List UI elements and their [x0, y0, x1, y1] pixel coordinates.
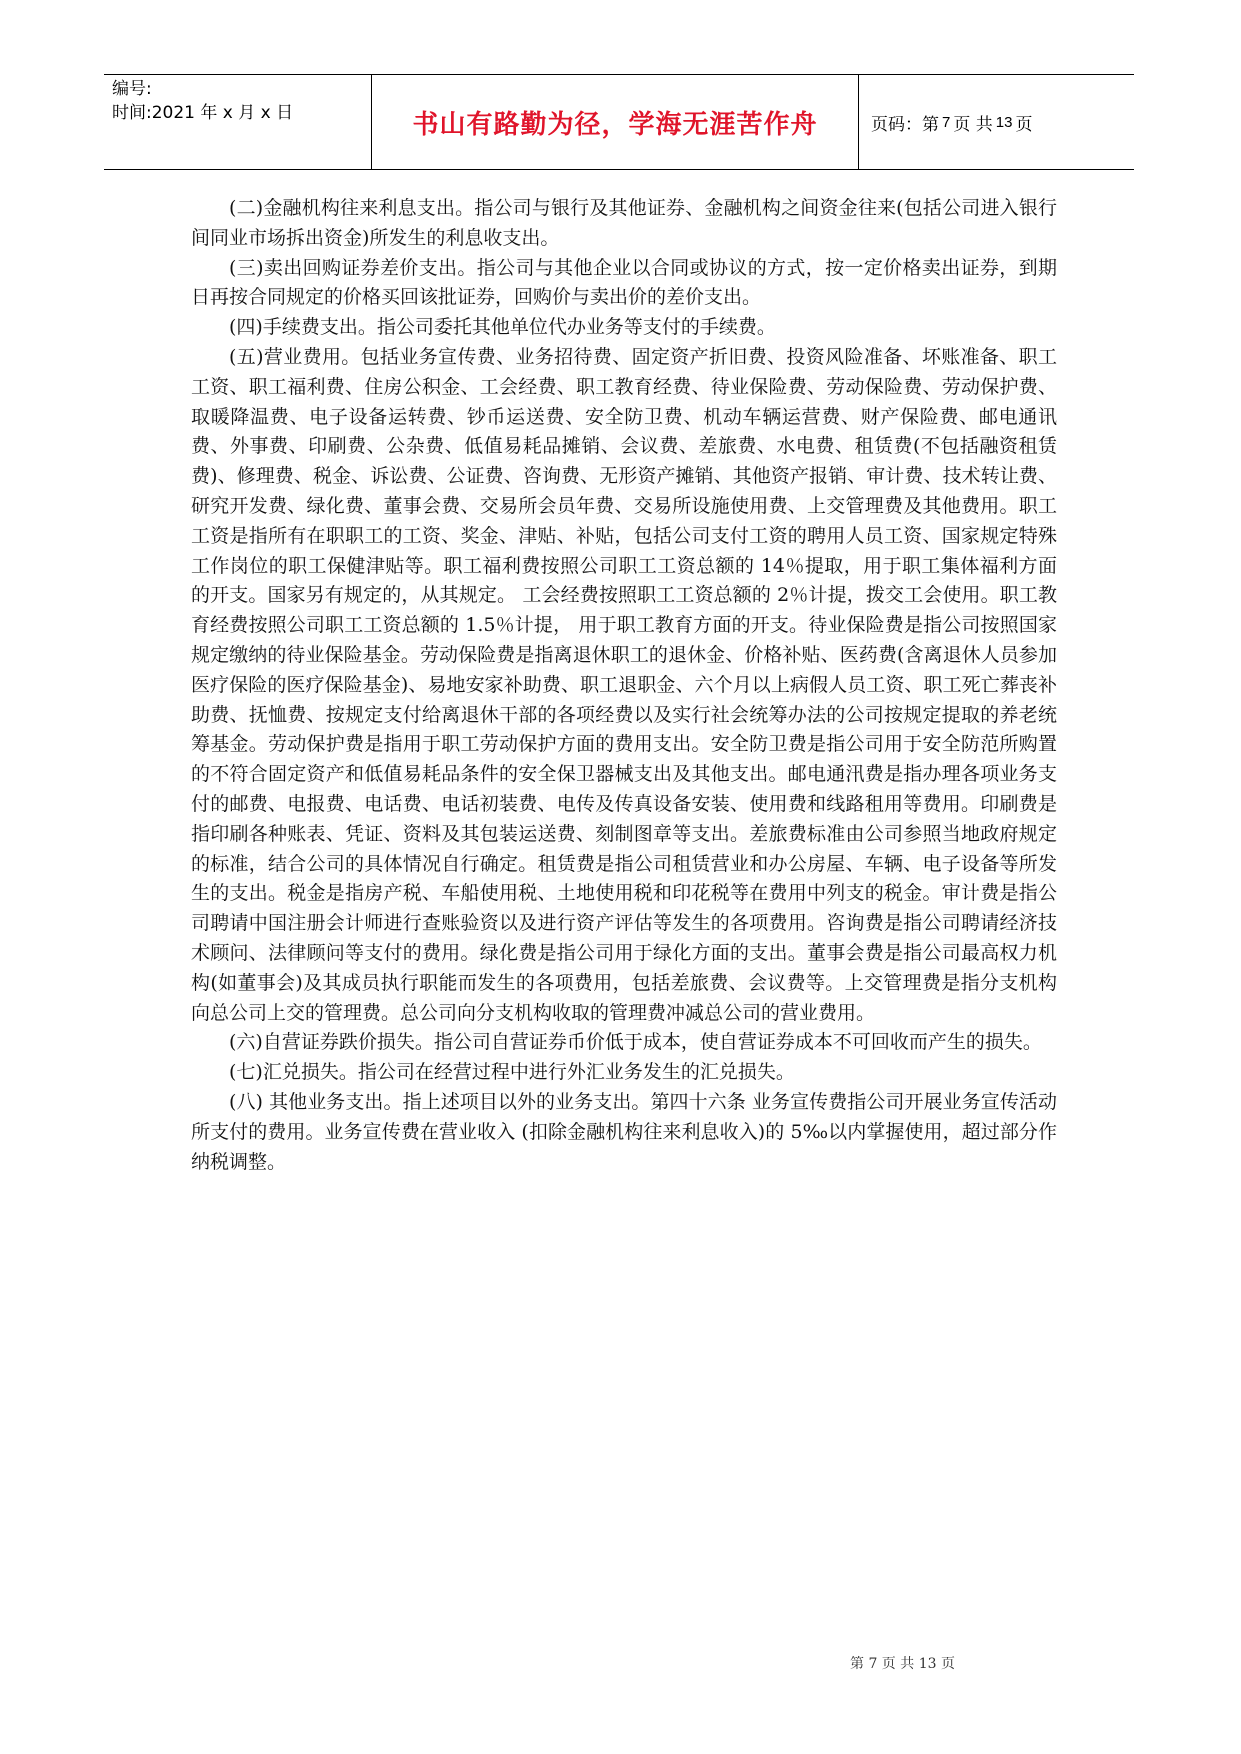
page-header	[104, 74, 1134, 170]
page-middle: 页 共	[953, 114, 993, 135]
time-line	[112, 101, 371, 125]
page-prefix: 页码：第	[871, 114, 939, 135]
paragraph: (二)金融机构往来利息支出。指公司与银行及其他证券、金融机构之间资金往来(包括公司进入银行间同业市场拆出资金)所发生的利息收支出。	[191, 197, 1057, 249]
paragraph: (四)手续费支出。指公司委托其他单位代办业务等支付的手续费。	[229, 316, 776, 339]
paragraph: (三)卖出回购证券差价支出。指公司与其他企业以合同或协议的方式，按一定价格卖出证券，到期日再按合同规定的价格买回该批证券，回购价与卖出价的差价支出。	[191, 256, 1057, 309]
time-value: 2021 年 x 月 x 日	[151, 103, 294, 123]
page-suffix: 页	[1015, 114, 1033, 135]
header-page-number	[859, 75, 1134, 169]
page-total: 13	[995, 113, 1013, 131]
code-label: 编号:	[112, 79, 152, 99]
document-body	[191, 194, 1057, 1177]
paragraph: (五)营业费用。包括业务宣传费、业务招待费、固定资产折旧费、投资风险准备、坏账准备、职工工资、职工福利费、住房公积金、工会经费、职工教育经费、待业保险费、劳动保险费、劳动保护费、取暖降温费、电子设备运转费、钞币运送费、安全防卫费、机动车辆运营费、财产保险费、邮电通讯费、外事费、印刷费、公杂费、低值易耗品摊销、会议费、差旅费、水电费、租赁费(不包括融资租赁费)、修理费、税金、诉讼费、公证费、咨询费、无形资产摊销、其他资产报销、审计费、技术转让费、研究开发费、绿化费、董事会费、交易所会员年费、交易所设施使用费、上交管理费及其他费用。职工工资是指所有在职职工的工资、奖金、津贴、补贴，包括公司支付工资的聘用人员工资、国家规定特殊工作岗位的职工保健津贴等。职工福利费按照公司职工工资总额的 14％提取，用于职工集体福利方面的开支。国家另有规定的，从其规定。 工会经费按照职工工资总额的 2％计提，拨交工会使用。职工教育经费按照公司职工工资总额的 1.5％计提， 用于职工教育方面的开支。待业保险费是指公司按照国家规定缴纳的待业保险基金。劳动保险费是指离退休职工的退休金、价格补贴、医药费(含离退休人员参加医疗保险的医疗保险基金)、易地安家补助费、职工退职金、六个月以上病假人员工资、职工死亡葬丧补助费、抚恤费、按规定支付给离退休干部的各项经费以及实行社会统筹办法的公司按规定提取的养老统筹基金。劳动保护费是指用于职工劳动保护方面的费用支出。安全防卫费是指公司用于安全防范所购置的不符合固定资产和低值易耗品条件的安全保卫器械支出及其他支出。邮电通汛费是指办理各项业务支付的邮费、电报费、电话费、电话初装费、电传及传真设备安装、使用费和线路租用等费用。印刷费是指印刷各种账表、凭证、资料及其包装运送费、刻制图章等支出。差旅费标准由公司参照当地政府规定的标准，结合公司的具体情况自行确定。租赁费是指公司租赁营业和办公房屋、车辆、电子设备等所发生的支出。税金是指房产税、车船使用税、土地使用税和印花税等在费用中列支的税金。审计费是指公司聘请中国注册会计师进行查账验资以及进行资产评估等发生的各项费用。咨询费是指公司聘请经济技术顾问、法律顾问等支付的费用。绿化费是指公司用于绿化方面的支出。董事会费是指公司最高权力机构(如董事会)及其成员执行职能而发生的各项费用，包括差旅费、会议费等。上交管理费是指分支机构向总公司上交的管理费。总公司向分支机构收取的管理费冲减总公司的营业费用。	[191, 345, 1057, 1024]
paragraph: (六)自营证券跌价损失。指公司自营证券币价低于成本，使自营证券成本不可回收而产生的损失。	[229, 1031, 1042, 1054]
paragraph: (八) 其他业务支出。指上述项目以外的业务支出。第四十六条 业务宣传费指公司开展业务宣传活动所支付的费用。业务宣传费在营业收入 (扣除金融机构往来利息收入)的 5‰以内掌握使用，超过部分作纳税调整。	[191, 1090, 1057, 1173]
page-current: 7	[942, 113, 951, 131]
header-meta	[104, 75, 372, 169]
page-footer: 第 7 页 共 13 页	[850, 1656, 955, 1672]
paragraph: (七)汇兑损失。指公司在经营过程中进行外汇业务发生的汇兑损失。	[229, 1061, 795, 1084]
time-label: 时间:	[112, 103, 152, 123]
header-motto: 书山有路勤为径，学海无涯苦作舟	[372, 75, 859, 169]
